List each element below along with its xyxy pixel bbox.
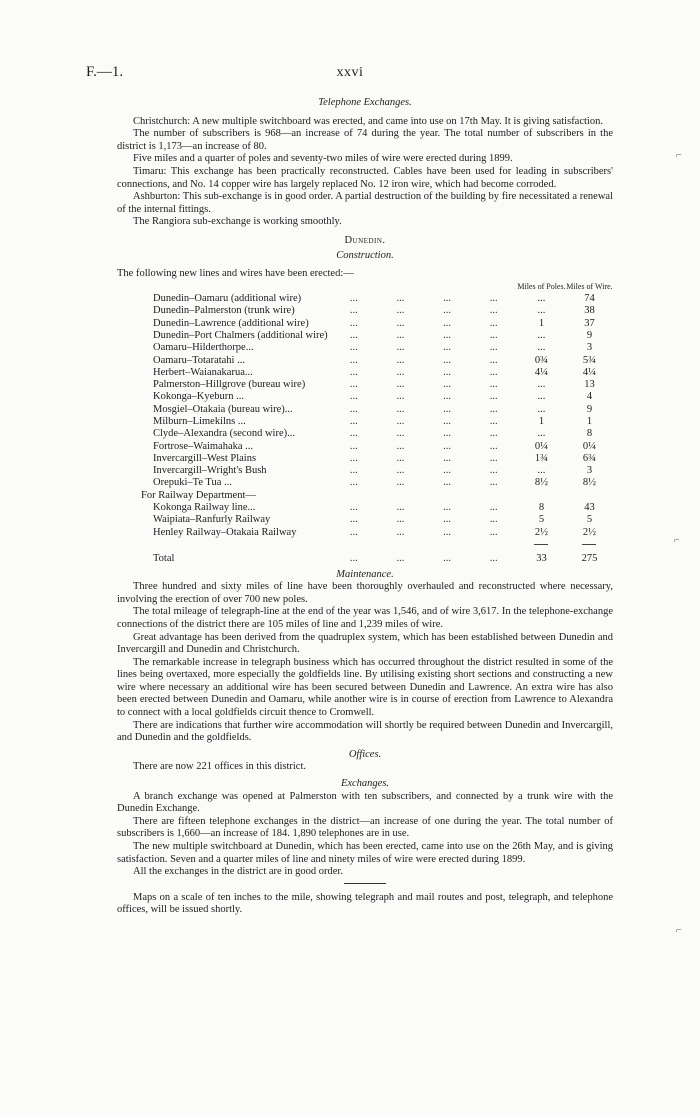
miles-of-wire: 1 (586, 415, 593, 427)
sum-rule (582, 544, 596, 545)
leader-dots: ... (349, 553, 358, 565)
miles-of-poles: 8 (538, 502, 545, 514)
leader-dots: ... (396, 329, 405, 341)
table-row (117, 453, 613, 465)
leader-dots: ... (396, 514, 405, 526)
sum-rule (534, 544, 548, 545)
line-name: Dunedin–Oamaru (additional wire) (153, 293, 302, 305)
leader-dots: ... (396, 477, 405, 489)
closing-note: Maps on a scale of ten inches to the mile, showing telegraph and mail routes and post, telegraph, and telephone offices, will be issued shortly. (117, 891, 613, 916)
table-row (117, 293, 613, 305)
leader-dots: ... (489, 379, 498, 391)
miles-of-poles: ... (537, 391, 546, 403)
leader-dots: ... (396, 553, 405, 565)
leader-dots: ... (443, 514, 452, 526)
leader-dots: ... (489, 452, 498, 464)
table-header-row (117, 281, 613, 293)
page-body (117, 97, 613, 917)
miles-of-wire: 4 (586, 391, 593, 403)
leader-dots: ... (489, 465, 498, 477)
miles-of-poles: ... (537, 403, 546, 415)
paragraph: The total mileage of telegraph-line at the end of the year was 1,546, and of wire 3,617. In the telephone-exchange connections of the district there are 105 miles of line and 1,239 miles of wire. (117, 606, 613, 630)
table-row (117, 477, 613, 489)
miles-of-poles: 0¼ (534, 440, 549, 452)
line-name: Orepuki–Te Tua ... (153, 477, 232, 489)
miles-of-poles: 0¾ (534, 354, 549, 366)
leader-dots: ... (396, 502, 405, 514)
section-divider (344, 883, 386, 884)
leader-dots: ... (443, 440, 452, 452)
leader-dots: ... (443, 403, 452, 415)
leader-dots: ... (443, 342, 452, 354)
line-name: Kokonga Railway line... (153, 502, 256, 514)
line-name: Waipiata–Ranfurly Railway (153, 514, 271, 526)
leader-dots: ... (349, 477, 358, 489)
leader-dots: ... (349, 354, 358, 366)
leader-dots: ... (443, 366, 452, 378)
leader-dots: ... (443, 317, 452, 329)
miles-of-poles: 1 (538, 317, 545, 329)
leader-dots: ... (443, 477, 452, 489)
miles-of-poles: 8½ (534, 477, 549, 489)
line-name: Palmerston–Hillgrove (bureau wire) (153, 379, 306, 391)
line-name: Invercargill–West Plains (153, 452, 257, 464)
leader-dots: ... (396, 428, 405, 440)
table-row (117, 367, 613, 379)
paragraph: The Rangiora sub-exchange is working smoothly. (133, 216, 342, 228)
leader-dots: ... (396, 354, 405, 366)
line-name: Clyde–Alexandra (second wire)... (153, 428, 295, 440)
leader-dots: ... (443, 526, 452, 538)
paragraph: There are indications that further wire accommodation will shortly be required between Dunedin and Invercargill, and Dunedin and the goldfields. (117, 719, 613, 744)
leader-dots: ... (396, 317, 405, 329)
paragraph: Ashburton: This sub-exchange is in good order. A partial destruction of the building by fire necessitated a renewal of the internal fittings. (117, 191, 613, 215)
leader-dots: ... (489, 415, 498, 427)
column-header-poles: Miles of Poles. (517, 281, 566, 291)
leader-dots: ... (443, 415, 452, 427)
leader-dots: ... (443, 305, 452, 317)
paragraph: Five miles and a quarter of poles and seventy-two miles of wire were erected during 1899. (133, 153, 513, 165)
miles-of-wire: 0¼ (582, 440, 597, 452)
leader-dots: ... (349, 526, 358, 538)
miles-of-wire: 8½ (582, 477, 597, 489)
leader-dots: ... (396, 379, 405, 391)
leader-dots: ... (443, 354, 452, 366)
miles-of-wire: 43 (584, 502, 595, 514)
leader-dots: ... (489, 428, 498, 440)
leader-dots: ... (489, 403, 498, 415)
table-row (117, 502, 613, 514)
leader-dots: ... (489, 342, 498, 354)
miles-of-wire: 13 (584, 379, 595, 391)
leader-dots: ... (443, 391, 452, 403)
subheading-offices: Offices. (348, 748, 382, 760)
paper-code: F.—1. (86, 64, 124, 80)
leader-dots: ... (489, 293, 498, 305)
paragraph: All the exchanges in the district are in good order. (133, 866, 343, 878)
miles-of-poles: ... (537, 342, 546, 354)
paragraph: There are now 221 offices in this district. (133, 761, 307, 773)
railway-group-label: For Railway Department— (141, 489, 256, 501)
miles-of-wire: 4¼ (582, 366, 597, 378)
miles-of-poles: 1¾ (534, 452, 549, 464)
margin-mark: ⌐ (676, 150, 682, 161)
miles-of-poles: ... (537, 465, 546, 477)
miles-of-poles: ... (537, 379, 546, 391)
leader-dots: ... (349, 465, 358, 477)
margin-mark: ⌐ (676, 925, 682, 936)
leader-dots: ... (396, 293, 405, 305)
miles-of-wire: 8 (586, 428, 593, 440)
miles-of-poles: ... (537, 428, 546, 440)
leader-dots: ... (349, 452, 358, 464)
miles-of-wire: 6¾ (582, 452, 597, 464)
miles-of-wire: 5¾ (582, 354, 597, 366)
leader-dots: ... (349, 391, 358, 403)
leader-dots: ... (396, 415, 405, 427)
leader-dots: ... (349, 379, 358, 391)
table-row (117, 355, 613, 367)
leader-dots: ... (489, 391, 498, 403)
paragraph: Timaru: This exchange has been practically reconstructed. Cables have been used for leading in subscribers' connections, and No. 14 copper wire has largely replaced No. 12 iron wire, which had become corroded. (117, 165, 613, 190)
line-name: Invercargill–Wright's Bush (153, 465, 267, 477)
leader-dots: ... (349, 415, 358, 427)
page-header (86, 64, 614, 84)
table-row (117, 342, 613, 354)
table-row (117, 441, 613, 453)
subheading-exchanges: Exchanges. (340, 778, 390, 790)
leader-dots: ... (489, 440, 498, 452)
leader-dots: ... (489, 354, 498, 366)
leader-dots: ... (396, 305, 405, 317)
leader-dots: ... (489, 514, 498, 526)
leader-dots: ... (443, 502, 452, 514)
paragraph: The remarkable increase in telegraph business which has occurred throughout the district resulted in some of the lines being overtaxed, more especially the goldfields line. By utilising existing short sections and constructing a new wire where necessary an additional wire has been secured between Dunedin and Lawrence. An extra wire has also been erected between Dunedin and Oamaru, while another wire is in course of erection from Lawrence to Alexandra to connect with a local goldfields circuit thence to Cromwell. (117, 656, 613, 719)
leader-dots: ... (443, 465, 452, 477)
line-name: Dunedin–Lawrence (additional wire) (153, 317, 309, 329)
leader-dots: ... (443, 428, 452, 440)
leader-dots: ... (349, 305, 358, 317)
subheading-construction: Construction. (336, 249, 394, 261)
miles-of-poles: 1 (538, 415, 545, 427)
leader-dots: ... (489, 317, 498, 329)
line-name: Oamaru–Hilderthorpe... (153, 342, 254, 354)
table-row (117, 527, 613, 539)
leader-dots: ... (349, 366, 358, 378)
railway-rows (117, 502, 613, 539)
line-name: Dunedin–Palmerston (trunk wire) (153, 305, 295, 317)
leader-dots: ... (396, 391, 405, 403)
leader-dots: ... (349, 403, 358, 415)
construction-intro: The following new lines and wires have been erected:— (117, 268, 354, 280)
miles-of-wire: 37 (584, 317, 595, 329)
total-poles: 33 (536, 553, 547, 565)
paragraph: Great advantage has been derived from the quadruplex system, which has been established between Dunedin and Invercargill and Dunedin and Christchurch. (117, 631, 613, 656)
miles-of-poles: ... (537, 305, 546, 317)
paragraph: There are fifteen telephone exchanges in the district—an increase of one during the year. The total number of subscribers is 1,660—an increase of 184. 1,890 telephones are in use. (117, 815, 613, 840)
leader-dots: ... (443, 379, 452, 391)
leader-dots: ... (396, 440, 405, 452)
leader-dots: ... (349, 502, 358, 514)
leader-dots: ... (443, 452, 452, 464)
table-row (117, 330, 613, 342)
miles-of-wire: 9 (586, 403, 593, 415)
line-name: Kokonga–Kyeburn ... (153, 391, 244, 403)
table-row (117, 428, 613, 440)
line-name: Dunedin–Port Chalmers (additional wire) (153, 329, 328, 341)
miles-of-poles: ... (537, 329, 546, 341)
subheading-maintenance: Maintenance. (336, 568, 394, 580)
leader-dots: ... (349, 342, 358, 354)
leader-dots: ... (396, 342, 405, 354)
miles-of-poles: 2½ (534, 526, 549, 538)
table-row (117, 318, 613, 330)
table-row (117, 416, 613, 428)
line-name: Fortrose–Waimahaka ... (153, 440, 254, 452)
table-row (117, 305, 613, 317)
line-name: Herbert–Waianakarua... (153, 366, 253, 378)
paragraph: Three hundred and sixty miles of line have been thoroughly overhauled and reconstructed where necessary, involving the erection of over 700 new poles. (117, 581, 613, 605)
leader-dots: ... (489, 366, 498, 378)
margin-mark: ⌐ (674, 535, 680, 546)
leader-dots: ... (349, 317, 358, 329)
miles-of-wire: 5 (586, 514, 593, 526)
construction-table (117, 281, 613, 566)
leader-dots: ... (349, 428, 358, 440)
leader-dots: ... (396, 366, 405, 378)
leader-dots: ... (396, 526, 405, 538)
leader-dots: ... (396, 452, 405, 464)
miles-of-poles: ... (537, 293, 546, 305)
leader-dots: ... (349, 293, 358, 305)
railway-group-row (117, 490, 613, 502)
line-name: Oamaru–Totaratahi ... (153, 354, 245, 366)
miles-of-wire: 38 (584, 305, 595, 317)
leader-dots: ... (396, 403, 405, 415)
line-name: Mosgiel–Otakaia (bureau wire)... (153, 403, 293, 415)
leader-dots: ... (489, 477, 498, 489)
paragraph: Christchurch: A new multiple switchboard was erected, and came into use on 17th May. It is giving satisfaction. (133, 115, 603, 127)
leader-dots: ... (349, 329, 358, 341)
leader-dots: ... (489, 526, 498, 538)
miles-of-wire: 2½ (582, 526, 597, 538)
miles-of-poles: 4¼ (534, 366, 549, 378)
table-row (117, 391, 613, 403)
section-heading-telephone-exchanges: Telephone Exchanges. (318, 97, 412, 108)
table-row (117, 514, 613, 526)
miles-of-wire: 9 (586, 329, 593, 341)
leader-dots: ... (443, 293, 452, 305)
table-row (117, 404, 613, 416)
leader-dots: ... (489, 553, 498, 565)
column-header-wire: Miles of Wire. (566, 281, 613, 291)
leader-dots: ... (349, 440, 358, 452)
paragraph: The number of subscribers is 968—an increase of 74 during the year. The total number of subscribers in the district is 1,173—an increase of 80. (117, 128, 613, 152)
construction-rows (117, 293, 613, 490)
table-row (117, 379, 613, 391)
miles-of-poles: 5 (538, 514, 545, 526)
paragraph: A branch exchange was opened at Palmerston with ten subscribers, and connected by a trunk wire with the Dunedin Exchange. (117, 790, 613, 815)
section-heading-dunedin: Dunedin. (344, 234, 386, 246)
leader-dots: ... (489, 305, 498, 317)
leader-dots: ... (349, 514, 358, 526)
total-row (117, 551, 613, 565)
leader-dots: ... (443, 329, 452, 341)
leader-dots: ... (489, 502, 498, 514)
miles-of-wire: 3 (586, 465, 593, 477)
paragraph: The new multiple switchboard at Dunedin, which has been erected, came into use on the 26th May, and is giving satisfaction. Seven and a quarter miles of line and ninety miles of wire were erected during 1899. (117, 841, 613, 865)
miles-of-wire: 3 (586, 342, 593, 354)
page-number: xxvi (336, 65, 364, 80)
leader-dots: ... (396, 465, 405, 477)
total-wire: 275 (581, 553, 598, 565)
leader-dots: ... (443, 553, 452, 565)
line-name: Henley Railway–Otakaia Railway (153, 526, 297, 538)
leader-dots: ... (489, 329, 498, 341)
line-name: Milburn–Limekilns ... (153, 415, 246, 427)
miles-of-wire: 74 (584, 293, 595, 305)
table-row (117, 465, 613, 477)
sum-rule-row (117, 539, 613, 551)
total-label: Total (153, 553, 175, 565)
